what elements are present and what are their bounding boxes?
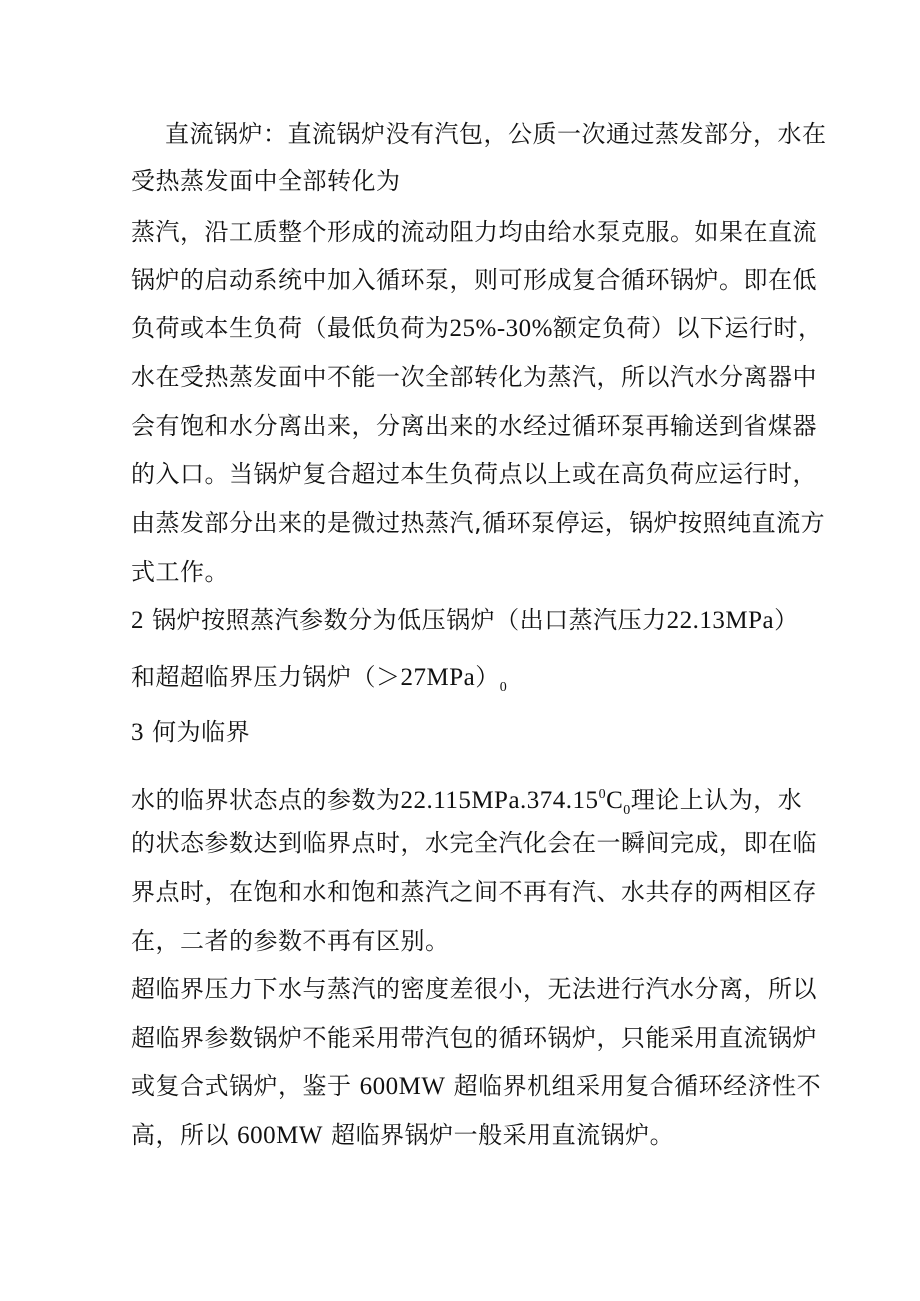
section-heading [131,716,250,749]
text-run: 27MPa [400,664,476,691]
paragraph-line [131,1119,674,1152]
text-run: 负荷或本生负荷（最低负荷为 [131,314,450,342]
paragraph-line: 界点时，在饱和水和饱和蒸汽之间不再有汽、水共存的两相区存 [131,878,817,906]
paragraph-line [131,779,802,827]
text-run: ） [774,606,799,634]
text-run: 额定负荷）以下运行时， [552,314,823,342]
paragraph-line [131,661,507,704]
paragraph-line: 锅炉的启动系统中加入循环泵，则可形成复合循环锅炉。即在低 [131,266,817,294]
text-run: 22.13MPa [666,607,775,634]
text-run: 理论上认为，水 [630,786,803,814]
paragraph-line: 式工作。 [131,558,229,586]
paragraph-line: 水在受热蒸发面中不能一次全部转化为蒸汽，所以汽水分离器中 [131,363,817,391]
paragraph-line: 在，二者的参数不再有区别。 [131,927,450,955]
paragraph-line [131,1070,821,1103]
text-run: 或复合式锅炉，鉴于 [131,1072,352,1100]
text-run: 超临界机组采用复合循环经济性不 [453,1072,822,1100]
text-run: 和超超临界压力锅炉（＞ [131,663,401,691]
subscript: 0 [499,680,508,695]
text-run: 锅炉按照蒸汽参数分为低压锅炉（出口蒸汽压力 [152,606,667,634]
paragraph-line: 超临界压力下水与蒸汽的密度差很小，无法进行汽水分离，所以 [131,975,817,1003]
text-run: 高，所以 [131,1121,229,1149]
paragraph-line: 的入口。当锅炉复合超过本生负荷点以上或在高负荷应运行时， [131,460,817,488]
paragraph-line: 由蒸发部分出来的是微过热蒸汽,循环泵停运，锅炉按照纯直流方 [131,509,826,537]
paragraph-line: 超临界参数锅炉不能采用带汽包的循环锅炉，只能采用直流锅炉 [131,1024,817,1052]
paragraph-line [131,604,799,637]
text-run: 何为临界 [152,718,251,746]
paragraph-line: 的状态参数达到临界点时，水完全汽化会在一瞬间完成，即在临 [131,829,817,857]
paragraph-line: 直流锅炉：直流锅炉没有汽包，公质一次通过蒸发部分，水在 [165,120,827,148]
paragraph-line: 蒸汽，沿工质整个形成的流动阻力均由给水泵克服。如果在直流 [131,218,817,246]
text-run: 600MW [237,1122,323,1149]
text-run: 22.115MPa.374.15 [400,787,599,814]
paragraph-line: 会有饱和水分离出来，分离出来的水经过循环泵再输送到省煤器 [131,412,817,440]
subscript: 0 [623,803,631,818]
text-run: C [606,787,624,814]
superscript: 0 [598,787,607,802]
text-run: 超临界锅炉一般采用直流锅炉。 [331,1121,675,1149]
text-run: ） [475,663,500,691]
paragraph-line [131,312,822,345]
text-run: 600MW [359,1073,446,1100]
paragraph-line: 受热蒸发面中全部转化为 [131,167,401,195]
text-run: 25%-30% [449,315,553,342]
text-run: 水的临界状态点的参数为 [131,786,401,814]
list-number: 3 [131,719,144,746]
list-number: 2 [131,607,144,634]
